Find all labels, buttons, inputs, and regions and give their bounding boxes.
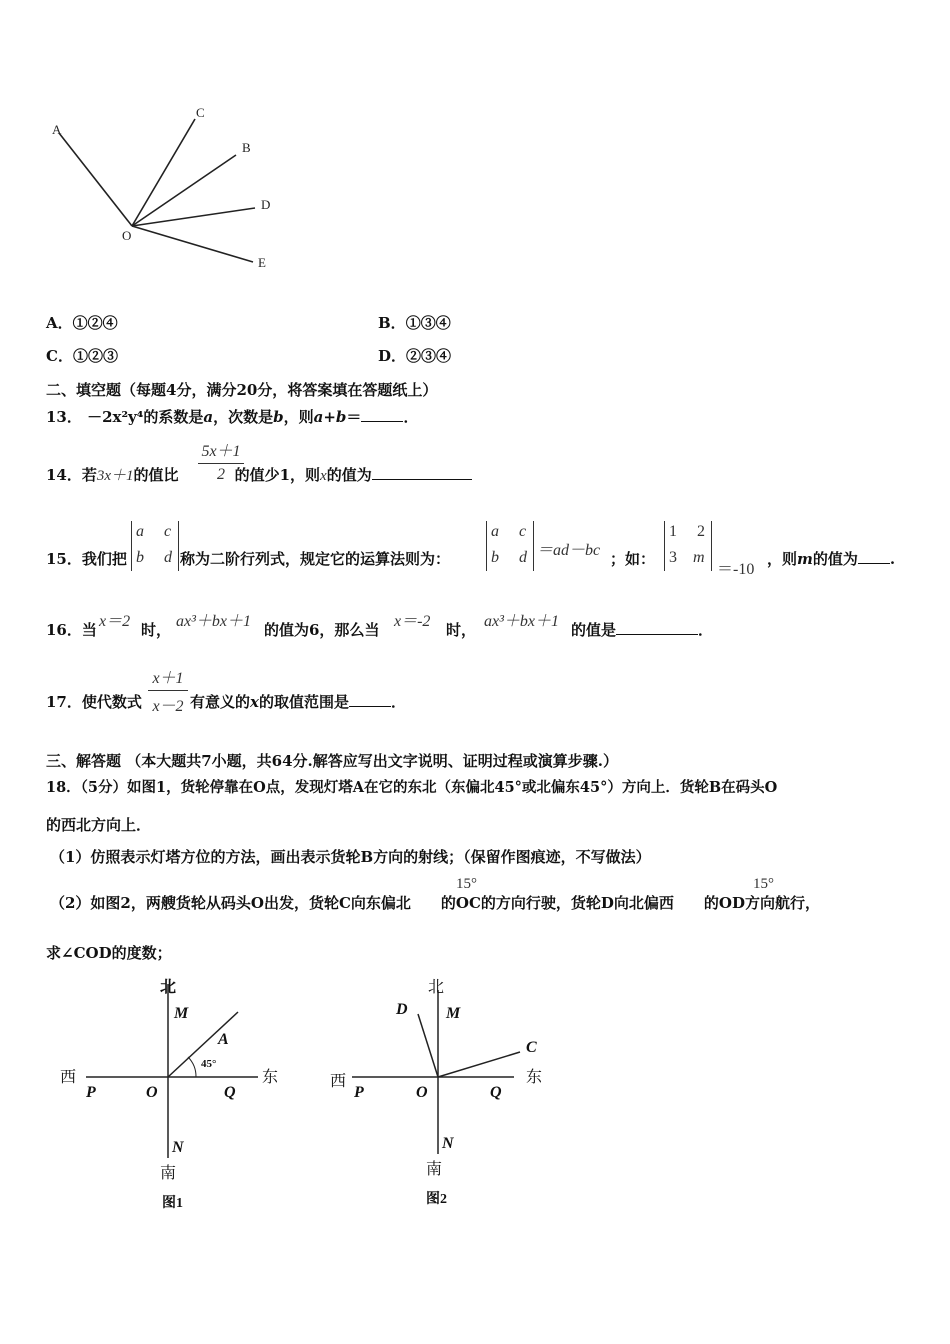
q15-text4: 的值为 [812, 550, 858, 568]
q16-text3: 时， [446, 621, 477, 639]
q15-text2-line [610, 548, 655, 569]
q15-det3-3: 3 [669, 549, 677, 566]
fig2-m: M [446, 1005, 461, 1022]
q16-text2-line [264, 619, 379, 640]
ray-oc [132, 119, 195, 226]
q15-det1-c: c [164, 523, 172, 540]
fig2-q: Q [490, 1084, 502, 1101]
fig2-west: 西 [330, 1073, 347, 1090]
option-b [378, 312, 451, 333]
q15-det1 [131, 521, 179, 571]
q18-part2-b: 的OC的方向行驶，货轮D向北偏西 [440, 894, 674, 912]
fig2-east: 东 [526, 1069, 543, 1086]
ray-oa [59, 133, 132, 226]
fig1-angle: 45° [201, 1058, 217, 1070]
q17-end: ． [390, 693, 406, 711]
q15-m: m [797, 550, 813, 568]
q15-det3-m: m [693, 549, 705, 566]
option-b-value: ①③④ [405, 314, 451, 332]
q18-angle1: 15° [456, 876, 477, 892]
q13-num: 13． [46, 408, 82, 426]
label-d: D [261, 197, 271, 212]
q18-angle2: 15° [753, 876, 774, 892]
fig2-north: 北 [428, 979, 445, 996]
fig1-a: A [218, 1031, 229, 1048]
q15-num: 15．我们把 [46, 550, 127, 568]
q18-part2-c: 的OD方向航行， [703, 894, 820, 912]
q16-end: ． [698, 621, 714, 639]
q15-det3-2: 2 [697, 523, 705, 540]
q13-text2: ，次数是 [213, 408, 274, 426]
q17-num: 17．使代数式 [46, 693, 142, 711]
ray-oe [132, 226, 253, 262]
fig1-p: P [86, 1084, 96, 1101]
q13-end: ． [403, 408, 419, 426]
q16-text1-line [141, 619, 171, 640]
fig1-north: 北 [160, 979, 177, 996]
q15-det2 [486, 521, 534, 571]
q14-answer-blank[interactable] [372, 465, 472, 480]
q13-b: b [273, 408, 284, 426]
q16-num: 16．当 [46, 621, 97, 639]
figure-1 [58, 972, 288, 1217]
q14-text3: 的值为 [326, 466, 372, 484]
q17-frac-den: x－2 [152, 698, 184, 715]
option-d-value: ②③④ [406, 347, 452, 365]
q14-text1: 的值比 [133, 466, 179, 484]
fig1-caption: 图1 [162, 1196, 183, 1211]
q18-line2: 的西北方向上． [46, 816, 152, 834]
fig1-m: M [174, 1005, 189, 1022]
section3-heading: 三、解答题 （本大题共7小题，共64分.解答应写出文字说明、证明过程或演算步骤.） [46, 752, 618, 770]
option-a-key: A． [46, 314, 73, 332]
q17-text1: 有意义的 [190, 693, 251, 711]
q14-expr: 3x＋1 [96, 468, 134, 484]
q16-text3-line [446, 619, 476, 640]
fig1-o: O [146, 1084, 158, 1101]
q15-det2-a: a [491, 523, 499, 540]
q18-part2 [50, 892, 820, 913]
fig1-south: 南 [160, 1165, 177, 1182]
q15-det3-1: 1 [669, 523, 677, 540]
q15-num-line [46, 548, 127, 569]
q17-frac-num: x＋1 [152, 670, 184, 687]
fig2-south: 南 [426, 1161, 443, 1178]
q15-det1-b: b [136, 549, 144, 566]
q16-text4: 的值是 [571, 621, 617, 639]
option-d [378, 345, 451, 366]
question-14 [46, 464, 472, 485]
fig2-p: P [354, 1084, 364, 1101]
question-13 [46, 406, 418, 427]
q16-text4-line [571, 619, 713, 640]
fig1-q: Q [224, 1084, 236, 1101]
q16-text2: 的值为6，那么当 [264, 621, 380, 639]
q16-text1: 时， [141, 621, 172, 639]
q15-det1-d: d [164, 549, 172, 566]
q14-text2: 的值少1，则 [234, 466, 321, 484]
q15-det3 [664, 521, 712, 571]
q13-text4: ＝ [346, 408, 362, 426]
q13-text3: ，则 [283, 408, 314, 426]
ray-ob [132, 155, 236, 226]
q17-num-line [46, 691, 142, 712]
fig2-ray-oc [438, 1052, 520, 1077]
q18-part2-a: （2）如图2，两艘货轮从码头O出发，货轮C向东偏北 [50, 894, 411, 912]
q16-num-line [46, 619, 97, 640]
label-e: E [258, 255, 266, 270]
rays-figure [40, 100, 290, 280]
q14-frac-den: 2 [217, 466, 225, 483]
option-a [46, 312, 118, 333]
fig2-ray-od [418, 1014, 438, 1077]
q14-num: 14．若 [46, 466, 97, 484]
q16-poly1: ax³＋bx＋1 [176, 613, 252, 630]
q18-part3: 求∠COD的度数； [46, 944, 172, 962]
q13-answer-blank[interactable] [361, 407, 403, 422]
q17-x: x [250, 693, 259, 711]
q15-text3: ，则 [767, 550, 798, 568]
q16-cond1: x＝2 [99, 613, 131, 630]
option-b-key: B． [378, 314, 406, 332]
q15-rule: ＝ad－bc [537, 542, 601, 559]
q13-a: a [203, 408, 214, 426]
q13-sum: a+b [313, 408, 347, 426]
option-c [46, 345, 118, 366]
q17-text2: 的取值范围是 [258, 693, 349, 711]
q18-line1: 18．（5分）如图1，货轮停靠在O点，发现灯塔A在它的东北（东偏北45°或北偏东45°）方向上．货轮B在码头O [46, 779, 778, 796]
label-b: B [242, 140, 251, 155]
q15-end: . [889, 550, 896, 568]
q15-det2-c: c [519, 523, 527, 540]
q15-det2-d: d [519, 549, 527, 566]
option-d-key: D． [378, 347, 407, 365]
q13-expr: －2x²y⁴ [87, 408, 144, 426]
q16-poly2: ax³＋bx＋1 [484, 613, 560, 630]
section2-heading: 二、填空题（每题4分，满分20分，将答案填在答题纸上） [46, 381, 438, 399]
option-c-key: C． [46, 347, 73, 365]
fig1-west: 西 [60, 1069, 77, 1086]
q16-cond2: x＝-2 [394, 613, 431, 630]
option-a-value: ①②④ [72, 314, 118, 332]
q16-answer-blank[interactable] [616, 620, 698, 635]
figure-2 [328, 972, 558, 1217]
fig2-n: N [442, 1135, 454, 1152]
fig2-o: O [416, 1084, 428, 1101]
q15-text1: 称为二阶行列式，规定它的运算法则为： [180, 550, 451, 568]
q15-text3-line [767, 548, 895, 569]
q17-fraction [148, 665, 188, 716]
q15-result: ＝-10 [717, 561, 755, 578]
q15-text1-line [180, 548, 450, 569]
q17-answer-blank[interactable] [349, 692, 391, 707]
fig2-c: C [526, 1039, 537, 1056]
fig2-d: D [396, 1001, 408, 1018]
label-c: C [196, 105, 205, 120]
label-o: O [122, 228, 132, 243]
q15-answer-blank[interactable] [858, 549, 890, 564]
fig1-east: 东 [262, 1069, 279, 1086]
option-c-value: ①②③ [72, 347, 118, 365]
q14-x: x [320, 468, 327, 484]
q13-text1: 的系数是 [143, 408, 204, 426]
q14-frac-num: 5x＋1 [201, 443, 241, 460]
q17-text-line [190, 691, 406, 712]
fig2-caption: 图2 [426, 1192, 447, 1207]
q18-part1: （1）仿照表示灯塔方位的方法，画出表示货轮B方向的射线；（保留作图痕迹，不写做法） [50, 848, 651, 866]
fig1-angle-arc [188, 1057, 196, 1077]
q15-det2-b: b [491, 549, 499, 566]
q15-text2: ；如： [610, 550, 656, 568]
q15-det1-a: a [136, 523, 144, 540]
ray-od [132, 208, 255, 226]
fig1-n: N [172, 1139, 184, 1156]
label-a: A [52, 122, 62, 137]
